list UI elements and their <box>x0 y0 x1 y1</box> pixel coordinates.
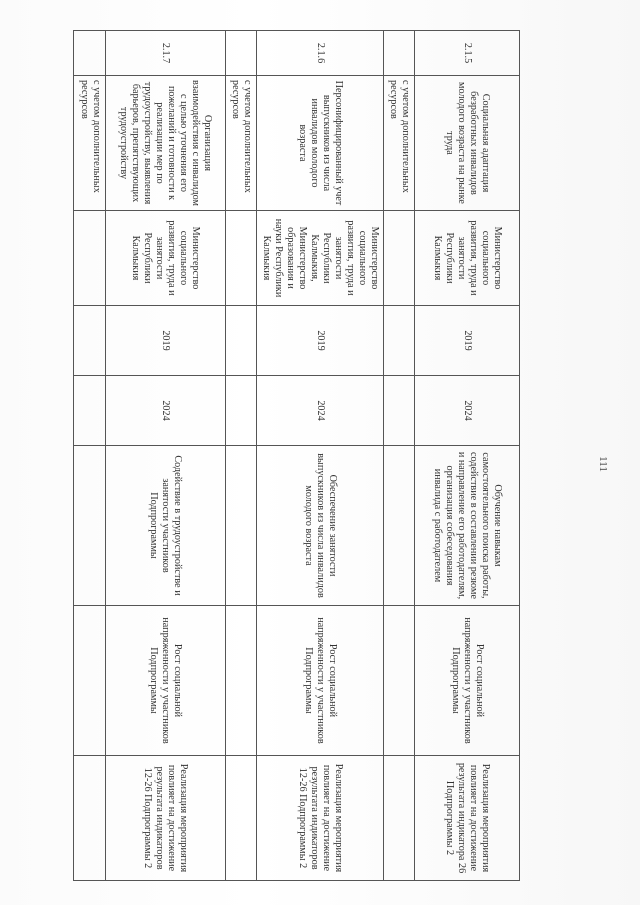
empty-cell <box>383 756 414 881</box>
empty-cell <box>225 756 256 881</box>
additional-resources-note: с учетом дополнительных ресурсов <box>74 76 105 211</box>
indicator-link: Реализация мероприятия повлияет на достижение результата индикаторов 12-26 Подпрограммы 2 <box>105 756 225 881</box>
measure-executor: Министерство социального развития, труда и занятости Республики Калмыкия <box>105 211 225 306</box>
empty-cell <box>74 31 105 76</box>
empty-cell <box>74 756 105 881</box>
additional-resources-note: с учетом дополнительных ресурсов <box>225 76 256 211</box>
table-row <box>256 31 383 881</box>
rotated-table-container <box>78 30 520 880</box>
table-row <box>383 31 414 881</box>
expected-result: Обеспечение занятости выпускников из числа инвалидов молодого возраста <box>256 446 383 606</box>
non-implementation-consequence: Рост социальной напряженности у участников Подпрограммы <box>105 606 225 756</box>
empty-cell <box>383 446 414 606</box>
empty-cell <box>74 606 105 756</box>
empty-cell <box>225 606 256 756</box>
table-row <box>74 31 105 881</box>
end-year: 2024 <box>415 376 520 446</box>
non-implementation-consequence: Рост социальной напряженности у участников Подпрограммы <box>256 606 383 756</box>
expected-result: Обучение навыкам самостоятельного поиска работы, содействие в составлении резюме и направление его работодателям, организация собеседования инвалида с работодателем <box>415 446 520 606</box>
empty-cell <box>74 211 105 306</box>
empty-cell <box>383 211 414 306</box>
empty-cell <box>74 446 105 606</box>
table-row <box>225 31 256 881</box>
empty-cell <box>225 31 256 76</box>
end-year: 2024 <box>256 376 383 446</box>
row-number: 2.1.5 <box>415 31 520 76</box>
row-number: 2.1.6 <box>256 31 383 76</box>
measure-executor: Министерство социального развития, труда и занятости Республики Калмыкия, Министерство образования и науки Республики Калмыкия <box>256 211 383 306</box>
indicator-link: Реализация мероприятия повлияет на достижение результата индикаторов 12-26 Подпрограммы 2 <box>256 756 383 881</box>
page-number: 111 <box>597 456 609 472</box>
empty-cell <box>225 376 256 446</box>
empty-cell <box>225 211 256 306</box>
end-year: 2024 <box>105 376 225 446</box>
empty-cell <box>74 376 105 446</box>
empty-cell <box>383 376 414 446</box>
non-implementation-consequence: Рост социальной напряженности у участников Подпрограммы <box>415 606 520 756</box>
row-number: 2.1.7 <box>105 31 225 76</box>
measure-title: Персонифицированный учет выпускников из числа инвалидов молодого возраста <box>256 76 383 211</box>
empty-cell <box>383 31 414 76</box>
measure-title: Социальная адаптация безработных инвалидов молодого возраста на рынке труда <box>415 76 520 211</box>
start-year: 2019 <box>105 306 225 376</box>
empty-cell <box>225 446 256 606</box>
empty-cell <box>383 306 414 376</box>
program-measures-table <box>74 30 521 881</box>
empty-cell <box>74 306 105 376</box>
table-row <box>415 31 520 881</box>
measure-title: Организация взаимодействия с инвалидом с целью уточнения его пожеланий и готовности к реализации мер по трудоустройству, выявления барьеров, препятствующих трудоустройству <box>105 76 225 211</box>
additional-resources-note: с учетом дополнительных ресурсов <box>383 76 414 211</box>
empty-cell <box>225 306 256 376</box>
measure-executor: Министерство социального развития, труда и занятости Республики Калмыкия <box>415 211 520 306</box>
indicator-link: Реализация мероприятия повлияет на достижение результата индикатора 26 Подпрограммы 2 <box>415 756 520 881</box>
start-year: 2019 <box>415 306 520 376</box>
expected-result: Содействие в трудоустройстве и занятости участников Подпрограммы <box>105 446 225 606</box>
start-year: 2019 <box>256 306 383 376</box>
empty-cell <box>383 606 414 756</box>
table-row <box>105 31 225 881</box>
